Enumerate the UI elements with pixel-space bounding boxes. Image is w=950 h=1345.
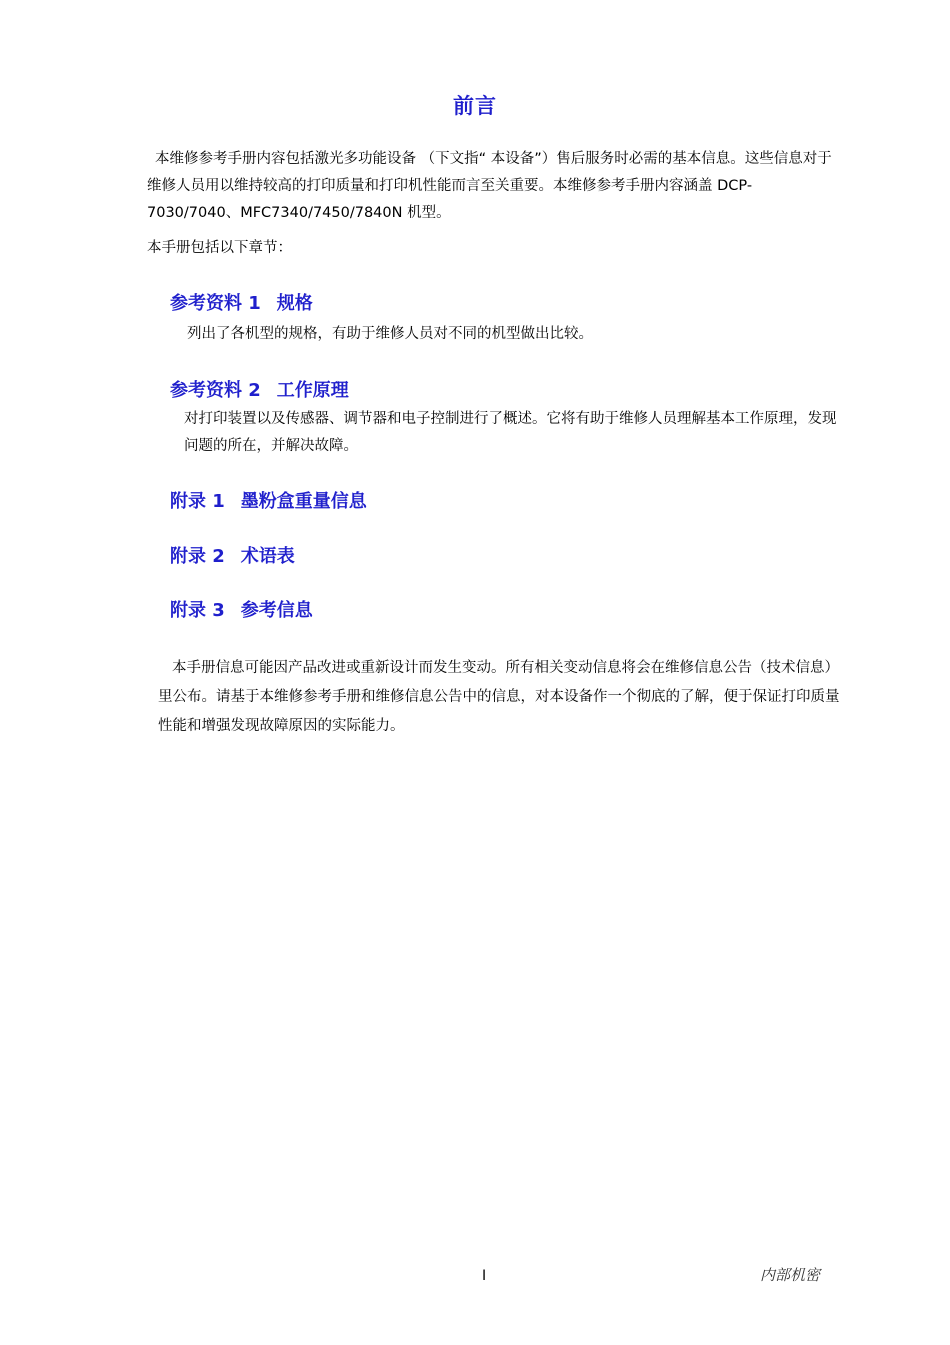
section-description: 对打印装置以及传感器、调节器和电子控制进行了概述。它将有助于维修人员理解基本工作原理，发现问题的所在，并解决故障。 bbox=[184, 411, 837, 454]
appendix-toner-weight bbox=[170, 489, 840, 515]
section-specifications bbox=[170, 291, 840, 348]
appendix-number: 附录 2 bbox=[170, 546, 225, 567]
appendix-reference-info bbox=[170, 598, 840, 624]
appendix-heading bbox=[170, 544, 840, 570]
page-number: I bbox=[482, 1268, 487, 1284]
confidential-mark: 内部机密 bbox=[760, 1266, 821, 1284]
section-name: 规格 bbox=[276, 293, 313, 314]
page-title: 前言 bbox=[453, 94, 497, 118]
appendix-name: 参考信息 bbox=[240, 600, 313, 621]
section-heading bbox=[170, 378, 840, 404]
appendix-glossary bbox=[170, 544, 840, 570]
section-heading bbox=[170, 291, 840, 317]
section-number: 参考资料 1 bbox=[170, 293, 261, 314]
appendix-name: 术语表 bbox=[240, 546, 295, 567]
outro-paragraph: 本手册信息可能因产品改进或重新设计而发生变动。所有相关变动信息将会在维修信息公告（技术信息）里公布。请基于本维修参考手册和维修信息公告中的信息，对本设备作一个彻底的了解，便于保证打印质量性能和增强发现故障原因的实际能力。 bbox=[158, 660, 840, 734]
appendix-heading bbox=[170, 598, 840, 624]
section-theory-of-operation bbox=[170, 378, 840, 460]
appendix-heading bbox=[170, 489, 840, 515]
appendix-number: 附录 1 bbox=[170, 491, 225, 512]
section-number: 参考资料 2 bbox=[170, 380, 261, 401]
section-name: 工作原理 bbox=[276, 380, 349, 401]
chapters-label: 本手册包括以下章节： bbox=[147, 240, 292, 256]
appendix-name: 墨粉盒重量信息 bbox=[240, 491, 367, 512]
section-description: 列出了各机型的规格，有助于维修人员对不同的机型做出比较。 bbox=[187, 326, 593, 342]
intro-paragraph: 本维修参考手册内容包括激光多功能设备 （下文指“ 本设备”）售后服务时必需的基本信息。这些信息对于维修人员用以维持较高的打印质量和打印机性能而言至关重要。本维修参考手册内容涵盖 DCP-7030/7040、MFC7340/7450/7840N 机型。 bbox=[147, 151, 832, 221]
appendix-number: 附录 3 bbox=[170, 600, 225, 621]
